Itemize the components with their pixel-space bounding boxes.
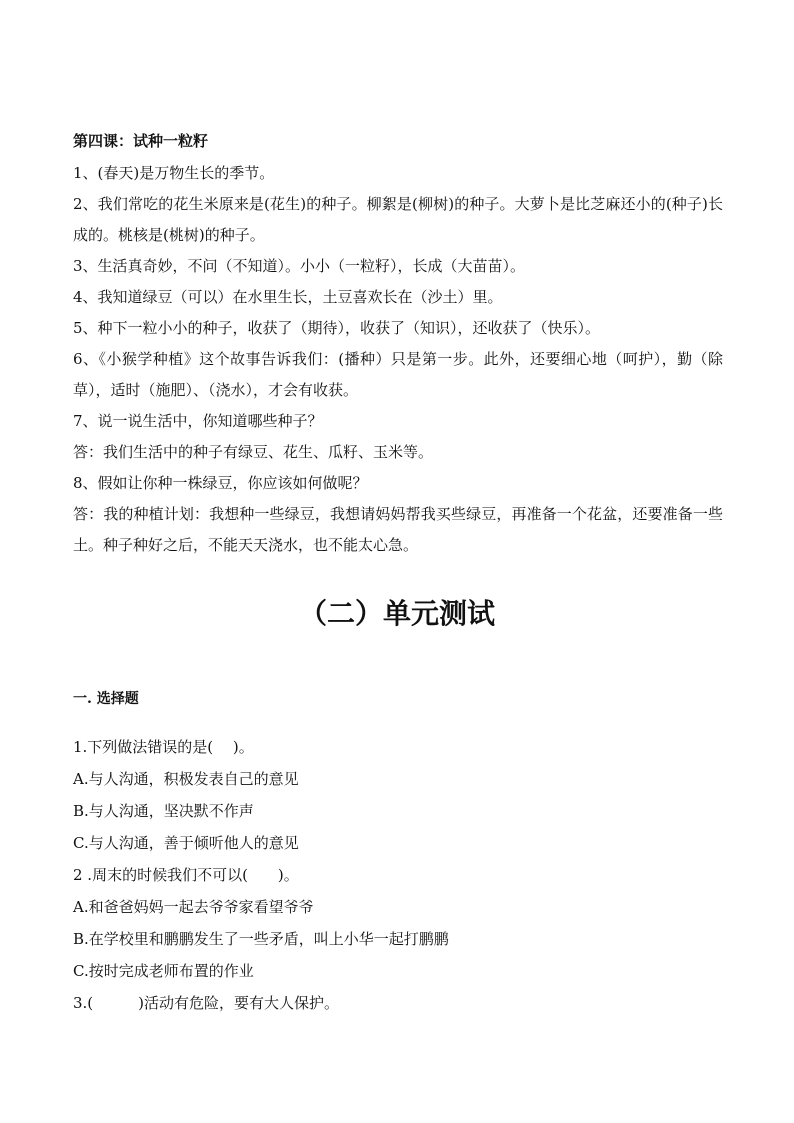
list-item: 3、生活真奇妙，不问（不知道）。小小（一粒籽），长成（大苗苗）。: [73, 257, 526, 275]
list-item: 6、《小猴学种植》这个故事告诉我们：(播种）只是第一步。此外，还要细心地（呵护），勤（除草），适时（施肥）、（浇水），才会有收获。: [73, 350, 723, 399]
answer-option: B.与人沟通，坚决默不作声: [73, 802, 254, 820]
list-item: 7、说一说生活中，你知道哪些种子？: [73, 412, 323, 430]
quiz-content: [73, 731, 723, 1019]
list-item: 2、我们常吃的花生米原来是(花生)的种子。柳絮是(柳树)的种子。大萝卜是比芝麻还小的(种子)长成的。桃核是(桃树)的种子。: [73, 195, 723, 244]
answer-option: B.在学校里和鹏鹏发生了一些矛盾，叫上小华一起打鹏鹏: [73, 930, 449, 948]
answer-option: C.与人沟通，善于倾听他人的意见: [73, 834, 299, 852]
list-item: 答：我的种植计划：我想种一些绿豆，我想请妈妈帮我买些绿豆，再准备一个花盆，还要准备一些土。种子种好之后，不能天天浇水，也不能太心急。: [73, 505, 723, 554]
question-item: 2 .周末的时候我们不可以( )。: [73, 866, 299, 884]
lesson-content: [73, 158, 723, 561]
question-section-heading: 一. 选择题: [73, 691, 139, 707]
list-item: 4、我知道绿豆（可以）在水里生长，土豆喜欢长在（沙土）里。: [73, 288, 503, 306]
list-item: 5、种下一粒小小的种子，收获了（期待），收获了（知识），还收获了（快乐）。: [73, 319, 601, 337]
answer-option: C.按时完成老师布置的作业: [73, 962, 254, 980]
lesson-title: 第四课：试种一粒籽: [73, 132, 209, 150]
unit-test-title: （二）单元测试: [298, 597, 495, 630]
list-item: 1、(春天)是万物生长的季节。: [73, 164, 275, 182]
list-item: 答：我们生活中的种子有绿豆、花生、瓜籽、玉米等。: [73, 443, 434, 461]
answer-option: A.和爸爸妈妈一起去爷爷家看望爷爷: [73, 898, 314, 916]
answer-option: A.与人沟通，积极发表自己的意见: [73, 770, 299, 788]
question-item: 1.下列做法错误的是( )。: [73, 738, 254, 756]
list-item: 8、假如让你种一株绿豆，你应该如何做呢？: [73, 474, 368, 492]
question-item: 3.( )活动有危险，要有大人保护。: [73, 994, 340, 1012]
